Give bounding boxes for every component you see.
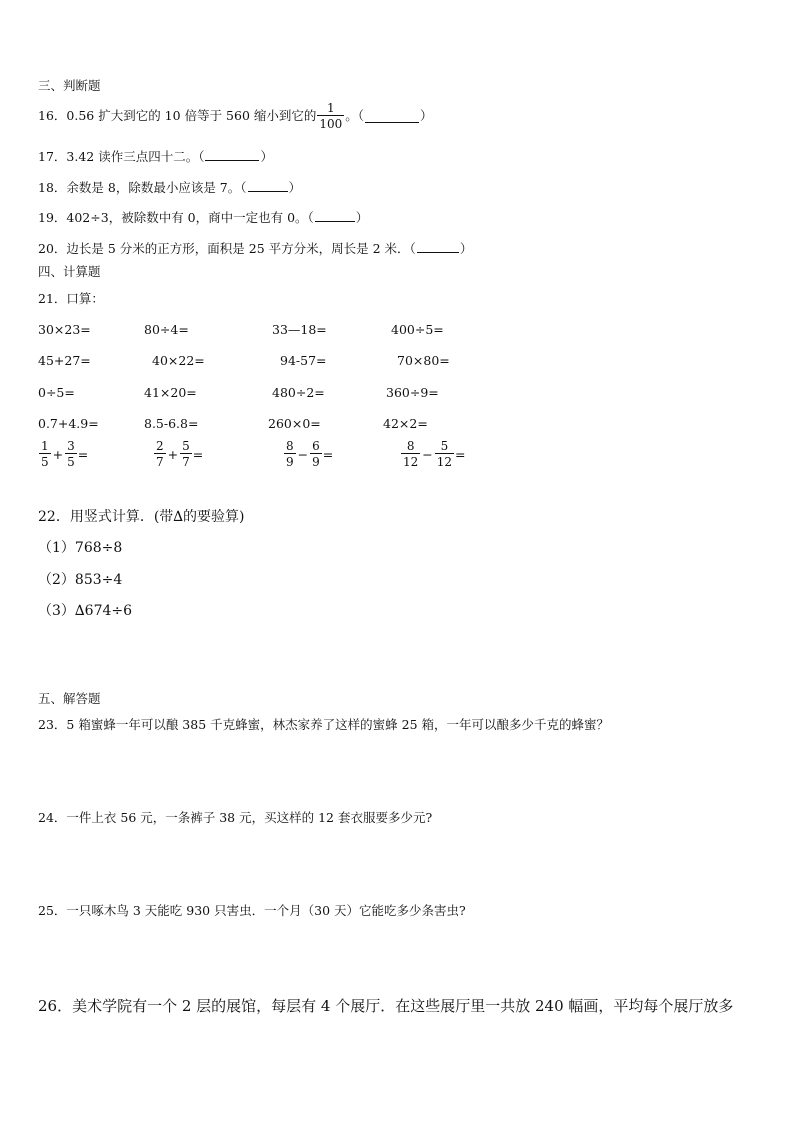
question-25: 25．一只啄木鸟 3 天能吃 930 只害虫．一个月（30 天）它能吃多少条害虫? xyxy=(38,903,466,918)
question-16-text: 16．0.56 扩大到它的 10 倍等于 560 缩小到它的 xyxy=(38,107,317,123)
calc-item: 260×0= xyxy=(268,416,321,431)
calc-item: 94-57= xyxy=(280,353,327,368)
calc-item: 0÷5= xyxy=(38,385,75,400)
calc-item: 360÷9= xyxy=(386,385,439,400)
answer-blank-17[interactable] xyxy=(205,148,259,161)
answer-blank-20[interactable] xyxy=(417,240,459,253)
calc-item: 400÷5= xyxy=(391,322,444,337)
calc-item: 8.5-6.8= xyxy=(144,416,199,431)
fraction: $\frac{5}{7}$ xyxy=(182,439,190,469)
fraction-calc-item: $\frac{1}{5}$ + $\frac{3}{5}$ = xyxy=(41,439,89,469)
fraction-denominator: 100 xyxy=(319,117,343,131)
question-22: 22．用竖式计算．(带∆的要验算) xyxy=(38,509,245,525)
question-22-item-3: （3）∆674÷6 xyxy=(38,603,133,619)
question-16-close: ） xyxy=(420,107,433,123)
question-17-text: 17．3.42 读作三点四十二。（ xyxy=(38,149,205,164)
fraction-calc-item: $\frac{8}{9}$ − $\frac{6}{9}$ = xyxy=(286,439,334,469)
question-21: 21．口算： xyxy=(38,291,104,306)
fraction-numerator: 1 xyxy=(327,101,335,115)
calc-item: 42×2= xyxy=(383,416,428,431)
section-heading-calculation: 四、计算题 xyxy=(38,264,101,279)
question-18-text: 18．余数是 8，除数最小应该是 7。（ xyxy=(38,180,247,195)
question-22-item-2: （2）853÷4 xyxy=(38,572,123,588)
calc-item: 33—18= xyxy=(272,322,327,337)
calc-item: 80÷4= xyxy=(144,322,189,337)
answer-blank-16[interactable] xyxy=(365,110,419,123)
fraction: $\frac{8}{9}$ xyxy=(286,439,294,469)
question-20: 20．边长是 5 分米的正方形，面积是 25 平方分米，周长是 2 米．（ ） xyxy=(38,241,473,256)
fraction-one-hundredth xyxy=(317,102,344,130)
fraction: $\frac{8}{12}$ xyxy=(403,439,419,469)
fraction-calc-item: $\frac{8}{12}$ − $\frac{5}{12}$ = xyxy=(403,439,466,469)
fraction: $\frac{1}{5}$ xyxy=(41,439,49,469)
answer-blank-18[interactable] xyxy=(248,179,288,192)
question-16 xyxy=(38,102,433,130)
section-heading-judgement: 三、判断题 xyxy=(38,78,101,93)
calc-item: 70×80= xyxy=(397,353,450,368)
question-22-item-1: （1）768÷8 xyxy=(38,540,123,556)
question-16-open: 。（ xyxy=(345,107,365,123)
question-19-text: 19．402÷3，被除数中有 0，商中一定也有 0。（ xyxy=(38,210,314,225)
question-17: 17．3.42 读作三点四十二。（ ） xyxy=(38,149,273,164)
calc-item: 41×20= xyxy=(144,385,197,400)
section-heading-word-problems: 五、解答题 xyxy=(38,691,101,706)
fraction-calc-item: $\frac{2}{7}$ + $\frac{5}{7}$ = xyxy=(156,439,204,469)
question-18: 18．余数是 8，除数最小应该是 7。（ ） xyxy=(38,180,302,195)
question-24: 24．一件上衣 56 元，一条裤子 38 元，买这样的 12 套衣服要多少元? xyxy=(38,810,433,825)
question-26: 26．美术学院有一个 2 层的展馆，每层有 4 个展厅．在这些展厅里一共放 240 幅画，平均每个展厅放多 xyxy=(38,997,734,1015)
fraction: $\frac{3}{5}$ xyxy=(67,439,75,469)
fraction: $\frac{6}{9}$ xyxy=(312,439,320,469)
calc-item: 45+27= xyxy=(38,353,91,368)
question-23: 23．5 箱蜜蜂一年可以酿 385 千克蜂蜜，林杰家养了这样的蜜蜂 25 箱，一年可以酿多少千克的蜂蜜？ xyxy=(38,717,609,732)
answer-blank-19[interactable] xyxy=(315,209,355,222)
question-19: 19．402÷3，被除数中有 0，商中一定也有 0。（ ） xyxy=(38,210,369,225)
question-20-text: 20．边长是 5 分米的正方形，面积是 25 平方分米，周长是 2 米．（ xyxy=(38,241,416,256)
calc-item: 0.7+4.9= xyxy=(38,416,99,431)
fraction: $\frac{2}{7}$ xyxy=(156,439,164,469)
fraction: $\frac{5}{12}$ xyxy=(436,439,453,469)
calc-item: 30×23= xyxy=(38,322,91,337)
calc-item: 480÷2= xyxy=(272,385,325,400)
calc-item: 40×22= xyxy=(152,353,205,368)
